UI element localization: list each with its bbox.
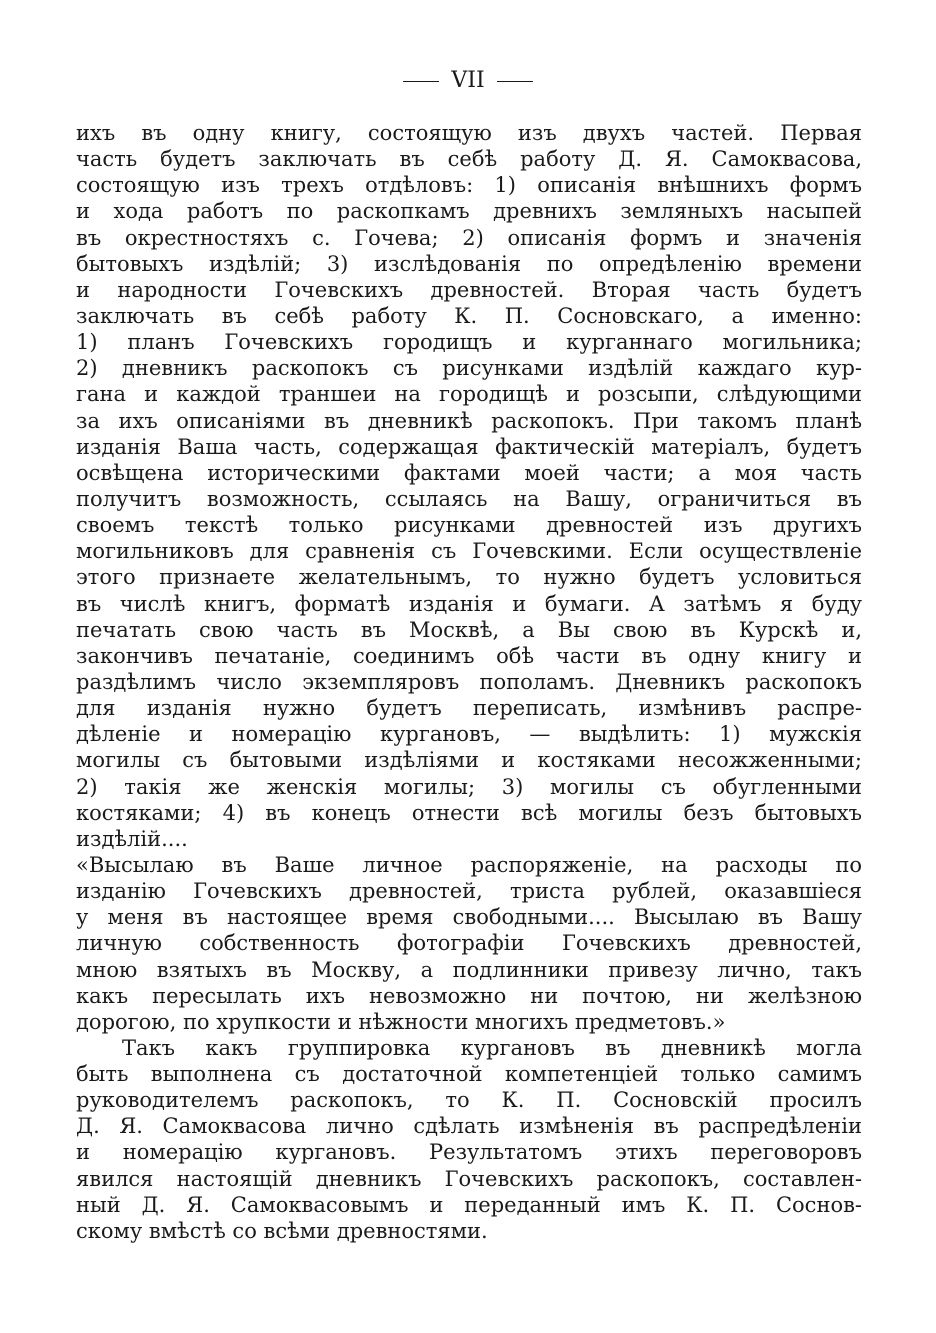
text-line: и народности Гочевскихъ древностей. Вторая часть будетъ xyxy=(76,277,862,302)
text-line: руководителемъ раскопокъ, то К. П. Сосновскій просилъ xyxy=(76,1088,862,1113)
text-line: 1) планъ Гочевскихъ городищъ и курганнаго могильника; xyxy=(76,330,862,355)
text-line: получитъ возможность, ссылаясь на Вашу, ограничиться въ xyxy=(76,486,862,511)
text-line: дѣленіе и номерацію кургановъ, — выдѣлить: 1) мужскія xyxy=(76,722,862,747)
text-line: 2) дневникъ раскопокъ съ рисунками издѣлій каждаго кур- xyxy=(76,356,862,381)
text-line: за ихъ описаніями въ дневникѣ раскопокъ. При такомъ планѣ xyxy=(76,408,862,433)
text-line: 2) такія же женскія могилы; 3) могилы съ обугленными xyxy=(76,774,862,799)
paragraph-1 xyxy=(76,120,862,852)
header-rule-right xyxy=(497,81,533,82)
text-line: и номерацію кургановъ. Результатомъ этихъ переговоровъ xyxy=(76,1140,862,1165)
text-line: могильниковъ для сравненія съ Гочевскими. Если осуществленіе xyxy=(76,539,862,564)
text-line: въ окрестностяхъ с. Гочева; 2) описанія формъ и значенія xyxy=(76,225,862,250)
page-number: VII xyxy=(451,68,485,93)
text-line: ихъ въ одну книгу, состоящую изъ двухъ частей. Первая xyxy=(76,121,862,145)
text-line: бытовыхъ издѣлій; 3) изслѣдованія по опредѣленію времени xyxy=(76,251,862,276)
page-header xyxy=(0,64,936,98)
text-line: раздѣлимъ число экземпляровъ пополамъ. Дневникъ раскопокъ xyxy=(76,669,862,694)
text-line: Такъ какъ группировка кургановъ въ дневникѣ могла xyxy=(122,1035,862,1060)
text-line: часть будетъ заключать въ себѣ работу Д. Я. Самоквасова, xyxy=(76,147,862,172)
text-line: печатать свою часть въ Москвѣ, а Вы свою въ Курскѣ и, xyxy=(76,617,862,642)
text-line: дорогою, по хрупкости и нѣжности многихъ предметовъ.» xyxy=(76,1009,726,1034)
text-line: скому вмѣстѣ со всѣми древностями. xyxy=(76,1218,488,1243)
text-line: изданію Гочевскихъ древностей, триста рублей, оказавшіеся xyxy=(76,879,862,904)
text-line: изданія Ваша часть, содержащая фактическій матеріалъ, будетъ xyxy=(76,434,862,459)
text-line: заключать въ себѣ работу К. П. Сосновскаго, а именно: xyxy=(76,303,862,328)
paragraph-3 xyxy=(76,1035,862,1244)
text-line: гана и каждой траншеи на городищѣ и розсыпи, слѣдующими xyxy=(76,382,862,407)
text-line: для изданія нужно будетъ переписать, измѣнивъ распре- xyxy=(76,696,862,721)
text-line: у меня въ настоящее время свободными.... Высылаю въ Вашу xyxy=(76,905,862,930)
text-line: «Высылаю въ Ваше личное распоряженіе, на расходы по xyxy=(76,852,862,877)
text-line: этого признаете желательнымъ, то нужно будетъ условиться xyxy=(76,565,862,590)
text-line: состоящую изъ трехъ отдѣловъ: 1) описанія внѣшнихъ формъ xyxy=(76,173,862,198)
paragraph-2-quotation xyxy=(76,852,862,1035)
header-rule-left xyxy=(403,81,439,82)
text-line: въ числѣ книгъ, форматѣ изданія и бумаги. А затѣмъ я буду xyxy=(76,591,862,616)
text-line: ный Д. Я. Самоквасовымъ и переданный имъ К. П. Соснов- xyxy=(76,1192,862,1217)
text-line: закончивъ печатаніе, соединимъ обѣ части въ одну книгу и xyxy=(76,643,862,668)
text-line: мною взятыхъ въ Москву, а подлинники привезу лично, такъ xyxy=(76,957,862,982)
text-line: и хода работъ по раскопкамъ древнихъ земляныхъ насыпей xyxy=(76,199,862,224)
text-line: какъ пересылать ихъ невозможно ни почтою, ни желѣзною xyxy=(76,983,862,1008)
text-line: личную собственность фотографіи Гочевскихъ древностей, xyxy=(76,931,862,956)
text-line: Д. Я. Самоквасова лично сдѣлать измѣненія въ распредѣленіи xyxy=(76,1114,862,1139)
text-line: костяками; 4) въ конецъ отнести всѣ могилы безъ бытовыхъ xyxy=(76,800,862,825)
text-line: своемъ текстѣ только рисунками древностей изъ другихъ xyxy=(76,513,862,538)
text-line: могилы съ бытовыми издѣліями и костяками несожженными; xyxy=(76,748,862,773)
text-line: явился настоящій дневникъ Гочевскихъ раскопокъ, составлен- xyxy=(76,1166,862,1191)
text-line: издѣлій.... xyxy=(76,826,188,851)
body-text xyxy=(76,120,862,1244)
text-line: освѣщена историческими фактами моей части; а моя часть xyxy=(76,460,862,485)
text-line: быть выполнена съ достаточной компетенціей только самимъ xyxy=(76,1062,862,1087)
